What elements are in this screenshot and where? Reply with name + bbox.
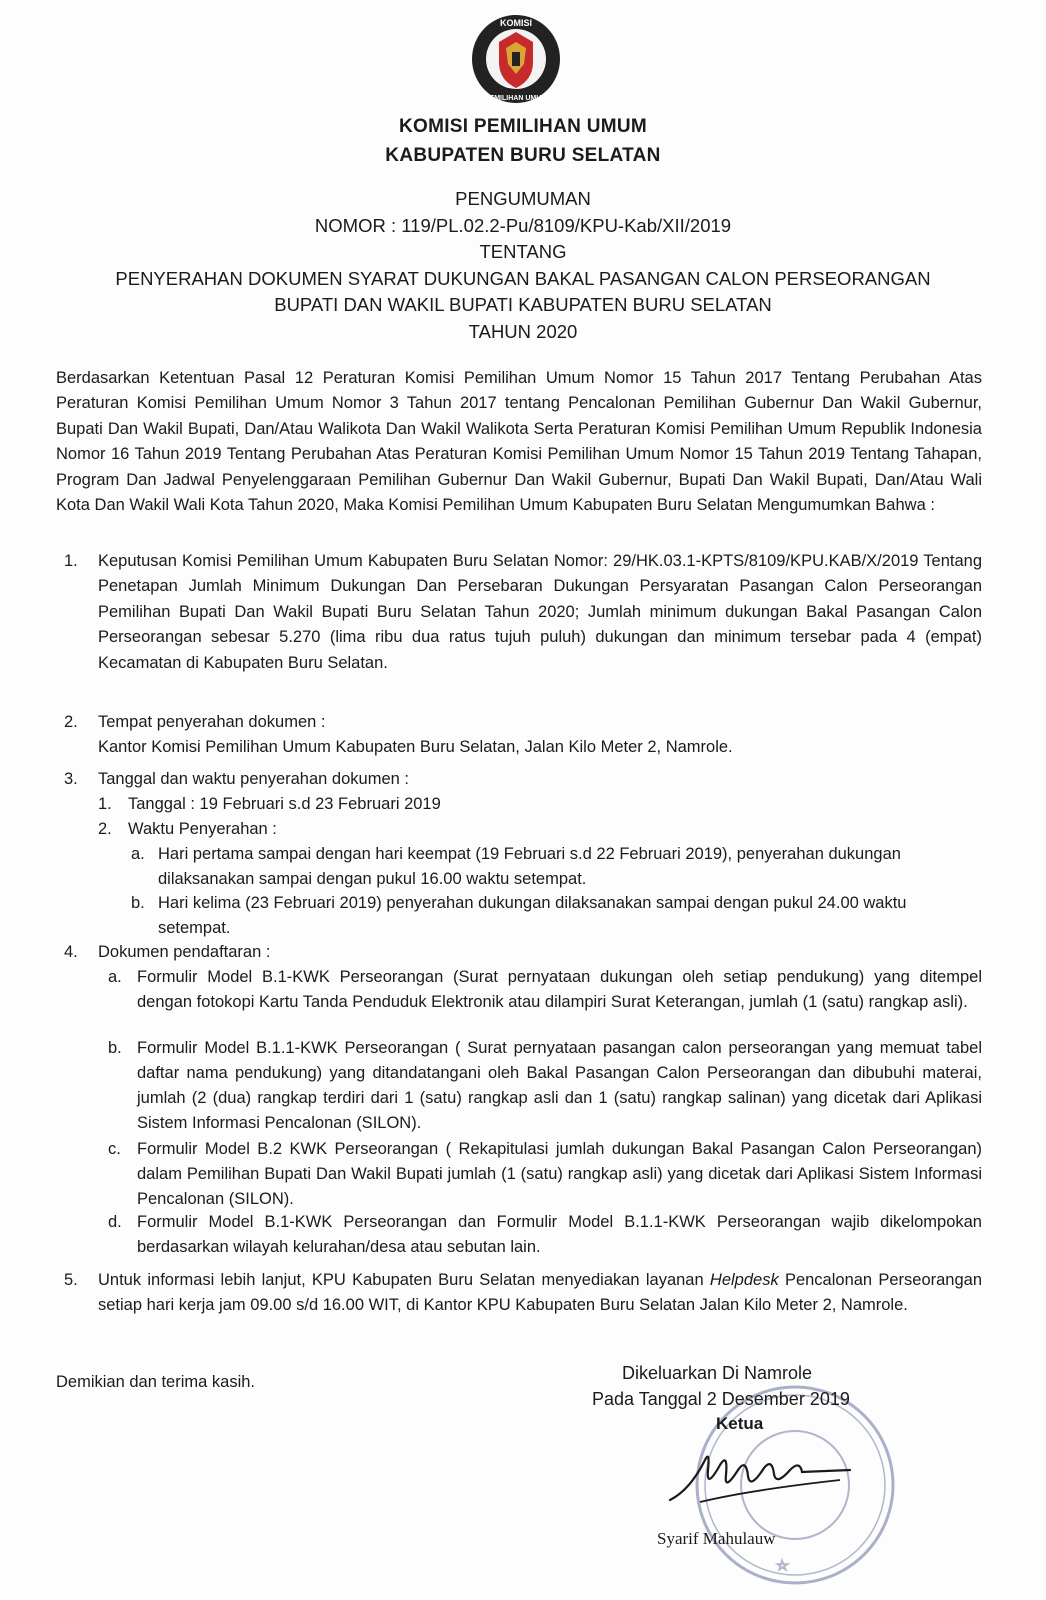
closing-text: Demikian dan terima kasih. [56, 1373, 255, 1391]
logo-text-bottom: PEMILIHAN UMUM [484, 95, 548, 102]
item-3-sub2-text: Waktu Penyerahan : [128, 820, 277, 838]
item-4-c-text: Formulir Model B.2 KWK Perseorangan ( Rekapitulasi jumlah dukungan Bakal Pasangan Calon Perseorangan) dalam Pemilihan Bupati Dan Wakil Bupati jumlah (1 (satu) rangkap asli) yang dicetak dari Aplikasi Sistem Informasi Pencalonan (SILON). [137, 1140, 982, 1208]
item-3-b-letter: b. [131, 894, 145, 912]
item-3-b-text: Hari kelima (23 Februari 2019) penyerahan dukungan dilaksanakan sampai dengan pukul 24.00 waktu setempat. [158, 894, 907, 937]
intro-paragraph: Berdasarkan Ketentuan Pasal 12 Peraturan Komisi Pemilihan Umum Nomor 15 Tahun 2017 Tentang Perubahan Atas Peraturan Komisi Pemilihan Umum Nomor 3 Tahun 2017 tentang Pencalonan Pemilihan Gubernur Dan Wakil Gubernur, Bupati Dan Wakil Bupati, Dan/Atau Walikota Dan Wakil Walikota Serta Peraturan Komisi Pemilihan Umum Republik Indonesia Nomor 16 Tahun 2019 Tentang Perubahan Atas Peraturan Komisi Pemilihan Umum Nomor 15 Tahun 2019 Tentang Tahapan, Program Dan Jadwal Penyelenggaraan Pemilihan Gubernur Dan Wakil Gubernur, Bupati Dan Wakil Bupati, Dan/Atau Wali Kota Dan Wakil Wali Kota Tahun 2020, Maka Komisi Pemilihan Umum Kabupaten Buru Selatan Mengumumkan Bahwa : [56, 369, 982, 515]
subject-line1: PENYERAHAN DOKUMEN SYARAT DUKUNGAN BAKAL PASANGAN CALON PERSEORANGAN [115, 268, 931, 289]
item-3-number: 3. [64, 770, 78, 788]
item-4-title: Dokumen pendaftaran : [98, 943, 271, 961]
subject-line3: TAHUN 2020 [468, 321, 578, 342]
org-name-line1: KOMISI PEMILIHAN UMUM [398, 116, 647, 137]
handwritten-signature [660, 1430, 860, 1520]
item-1-number: 1. [64, 552, 78, 570]
logo-text-top: KOMISI [499, 18, 533, 28]
item-2-text: Kantor Komisi Pemilihan Umum Kabupaten Buru Selatan, Jalan Kilo Meter 2, Namrole. [98, 738, 733, 756]
org-name-line2: KABUPATEN BURU SELATAN [385, 145, 661, 166]
item-4-d-text: Formulir Model B.1-KWK Perseorangan dan Formulir Model B.1.1-KWK Perseorangan wajib dikelompokan berdasarkan wilayah kelurahan/desa atau sebutan lain. [137, 1213, 982, 1256]
item-4-number: 4. [64, 943, 78, 961]
item-3-a-letter: a. [131, 845, 145, 863]
helpdesk-term: Helpdesk [709, 1271, 779, 1289]
item-5-text-pre: Untuk informasi lebih lanjut, KPU Kabupaten Buru Selatan menyediakan layanan [98, 1271, 710, 1289]
subject-line2: BUPATI DAN WAKIL BUPATI KABUPATEN BURU SELATAN [274, 294, 772, 315]
item-3-sub1-text: Tanggal : 19 Februari s.d 23 Februari 2019 [128, 795, 441, 813]
item-4-d-letter: d. [108, 1213, 122, 1231]
item-5-number: 5. [64, 1271, 78, 1289]
announcement-label: PENGUMUMAN [455, 188, 591, 209]
issued-place: Dikeluarkan Di Namrole [622, 1363, 813, 1383]
signatory-role: Ketua [716, 1414, 764, 1433]
item-4-b-text: Formulir Model B.1.1-KWK Perseorangan ( Surat pernyataan pasangan calon perseorangan yang memuat tabel daftar nama pendukung) yang ditandatangani oleh Bakal Pasangan Calon Perseorangan dan dibubuhi materai, jumlah (2 (dua) rangkap terdiri dari 1 (satu) rangkap asli dan 1 (satu) rangkap salinan) yang dicetak dari Aplikasi Sistem Informasi Pencalonan (SILON). [137, 1039, 982, 1132]
item-3-title: Tanggal dan waktu penyerahan dokumen : [98, 770, 409, 788]
item-4-b-letter: b. [108, 1039, 122, 1057]
item-4-a-letter: a. [108, 968, 122, 986]
item-3-sub2-number: 2. [98, 820, 112, 838]
item-2-title: Tempat penyerahan dokumen : [98, 713, 326, 731]
item-1-text: Keputusan Komisi Pemilihan Umum Kabupaten Buru Selatan Nomor: 29/HK.03.1-KPTS/8109/KPU.KAB/X/2019 Tentang Penetapan Jumlah Minimum Dukungan Dan Persebaran Dukungan Persyaratan Pasangan Calon Perseorangan Pemilihan Bupati Dan Wakil Bupati Buru Selatan Tahun 2020; Jumlah minimum dukungan Bakal Pasangan Calon Perseorangan sebesar 5.270 (lima ribu dua ratus tujuh puluh) dukungan dan minimum tersebar pada 4 (empat) Kecamatan di Kabupaten Buru Selatan. [98, 552, 982, 672]
item-4-c-letter: c. [108, 1140, 121, 1158]
item-2-number: 2. [64, 713, 78, 731]
issued-date: Pada Tanggal 2 Desember 2019 [592, 1389, 850, 1409]
item-5-text-post: Pencalonan Perseorangan setiap hari kerja jam 09.00 s/d 16.00 WIT, di Kantor KPU Kabupaten Buru Selatan Jalan Kilo Meter 2, Namrole. [98, 1271, 983, 1314]
kpu-logo [471, 12, 561, 108]
item-3-a-text: Hari pertama sampai dengan hari keempat (19 Februari s.d 22 Februari 2019), penyerahan dukungan dilaksanakan sampai dengan pukul 16.00 waktu setempat. [158, 845, 901, 888]
announcement-about: TENTANG [479, 241, 567, 262]
announcement-number: NOMOR : 119/PL.02.2-Pu/8109/KPU-Kab/XII/2019 [314, 215, 732, 236]
item-5-text [98, 1268, 982, 1318]
item-3-sub1-number: 1. [98, 795, 112, 813]
item-4-a-text: Formulir Model B.1-KWK Perseorangan (Surat pernyataan dukungan oleh setiap pendukung) yang ditempel dengan fotokopi Kartu Tanda Penduduk Elektronik atau dilampiri Surat Keterangan, jumlah (1 (satu) rangkap asli). [137, 968, 982, 1011]
signatory-name: Syarif Mahulauw [657, 1529, 776, 1548]
